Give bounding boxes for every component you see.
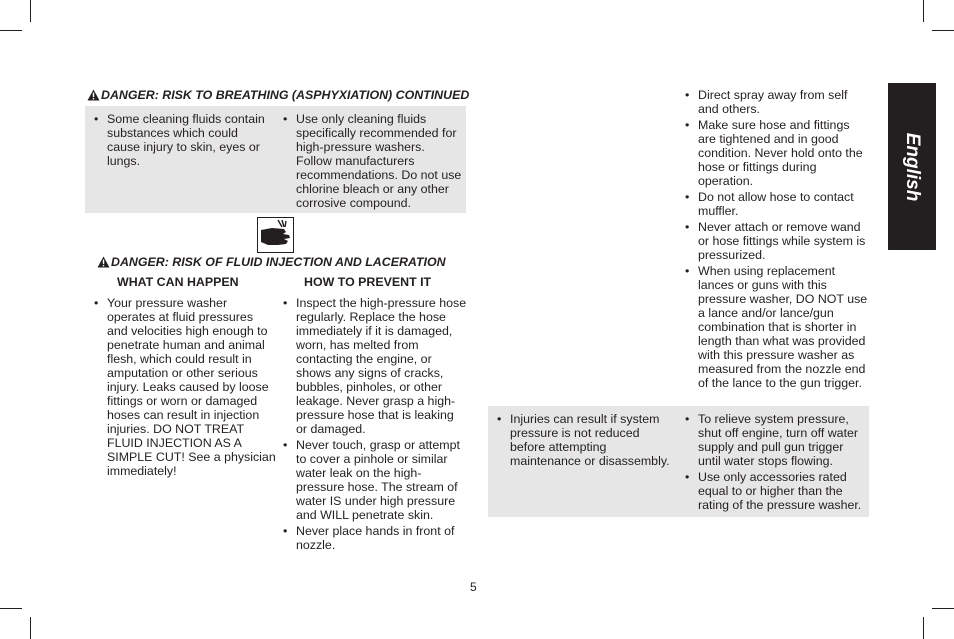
list-item: • Injuries can result if system pressure is not reduced before attempting maintenance or disassembly. xyxy=(497,412,677,468)
list-item: • Some cleaning fluids contain substances which could cause injury to skin, eyes or lungs. xyxy=(94,112,274,168)
hand-injection-icon xyxy=(257,217,294,253)
heading-text: DANGER: RISK TO BREATHING (ASPHYXIATION) CONTINUED xyxy=(101,88,470,102)
crop-mark xyxy=(932,30,954,31)
list-item: • Never place hands in front of nozzle. xyxy=(283,524,467,552)
crop-mark xyxy=(923,617,924,639)
fluid-injection-what-can-happen xyxy=(94,296,276,480)
language-tab xyxy=(888,83,936,250)
list-item: • Inspect the high-pressure hose regularly. Replace the hose immediately if it is damaged, worn, has melted from contacting the engine, or shows any signs of cracks, bubbles, pinholes, or other leakage. Never grasp a high-pressure hose that is leaking or damaged. xyxy=(283,296,467,436)
list-item: • Do not allow hose to contact muffler. xyxy=(685,190,869,218)
crop-mark xyxy=(932,608,954,609)
warning-triangle-icon xyxy=(97,256,110,268)
crop-mark xyxy=(0,30,22,31)
list-item: • Never touch, grasp or attempt to cover a pinhole or similar water leak on the high-pressure hose. The stream of water IS under high pressure and WILL penetrate skin. xyxy=(283,438,467,522)
crop-mark xyxy=(30,617,31,639)
list-item: • Make sure hose and fittings are tightened and in good condition. Never hold onto the hose or fittings during operation. xyxy=(685,118,869,188)
list-item: • Use only accessories rated equal to or higher than the rating of the pressure washer. xyxy=(685,470,869,512)
crop-mark xyxy=(30,0,31,22)
crop-mark xyxy=(0,608,22,609)
fluid-injection-how-to-prevent xyxy=(283,296,467,554)
danger-heading-asphyxiation xyxy=(87,88,469,102)
list-item: • Never attach or remove wand or hose fittings while system is pressurized. xyxy=(685,220,869,262)
page-number: 5 xyxy=(470,580,477,594)
list-item: • To relieve system pressure, shut off engine, turn off water supply and pull gun trigger until water stops flowing. xyxy=(685,412,869,468)
list-item: • When using replacement lances or guns with this pressure washer, DO NOT use a lance and/or lance/gun combination that is shorter in length than what was provided with this pressure washer as measured from the nozzle end of the lance to the gun trigger. xyxy=(685,264,869,390)
right-column-prevention xyxy=(685,88,869,392)
what-can-happen-label: WHAT CAN HAPPEN xyxy=(117,275,239,289)
language-tab-label: English xyxy=(902,132,923,201)
how-to-prevent-label: HOW TO PREVENT IT xyxy=(304,275,432,289)
pressure-relief-how-to-prevent xyxy=(685,412,869,514)
list-item: • Your pressure washer operates at fluid pressures and velocities high enough to penetrate human and animal flesh, which could result in amputation or other serious injury. Leaks caused by loose fittings or worn or damaged hoses can result in injection injuries. DO NOT TREAT FLUID INJECTION AS A SIMPLE CUT! See a physician immediately! xyxy=(94,296,276,478)
list-item: • Use only cleaning fluids specifically recommended for high-pressure washers. Follow manufacturers recommendations. Do not use chlorine bleach or any other corrosive compound. xyxy=(283,112,463,210)
crop-mark xyxy=(923,0,924,22)
heading-text: DANGER: RISK OF FLUID INJECTION AND LACERATION xyxy=(111,255,446,269)
danger-heading-fluid-injection xyxy=(97,255,446,269)
asphyxiation-what-can-happen xyxy=(94,112,274,170)
asphyxiation-how-to-prevent xyxy=(283,112,463,212)
hand-spray-icon xyxy=(258,218,293,252)
list-item: • Direct spray away from self and others. xyxy=(685,88,869,116)
pressure-relief-what-can-happen xyxy=(497,412,677,470)
warning-triangle-icon xyxy=(87,89,100,101)
